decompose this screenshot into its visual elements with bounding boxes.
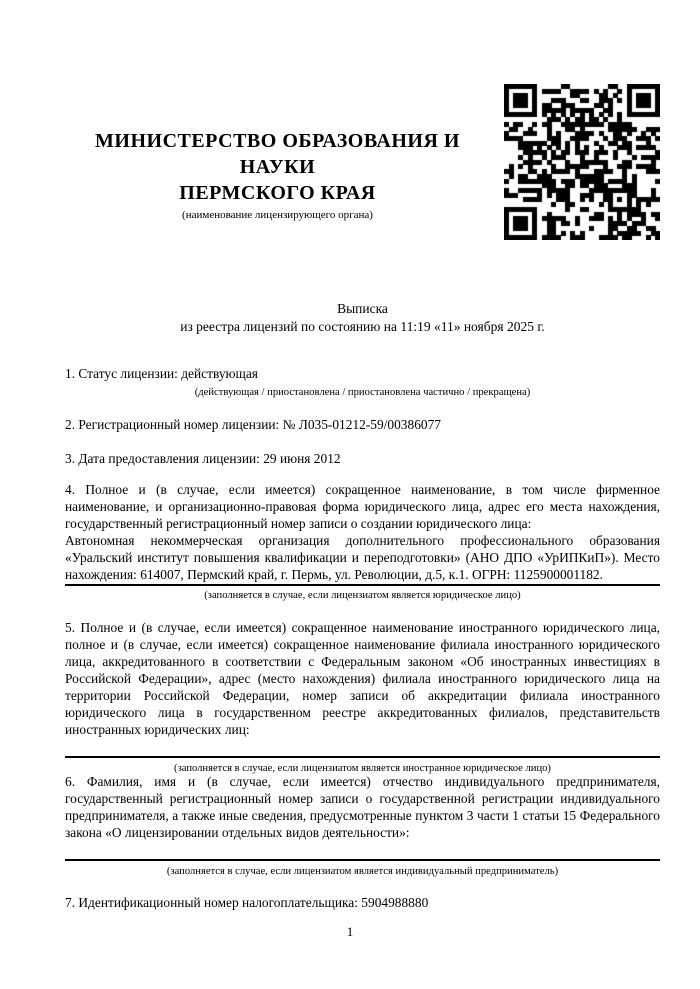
section-taxpayer-number	[65, 894, 660, 911]
legal-entity-label: 4. Полное и (в случае, если имеется) сокращенное наименование, в том числе фирменное наименование, и организационно-правовая форма юридического лица, адрес его места нахождения, государственный регистрационный номер записи о создании юридического лица:	[65, 482, 660, 531]
document-title	[65, 300, 660, 335]
individual-entrepreneur-caption: (заполняется в случае, если лицензиатом является индивидуальный предприниматель)	[166, 866, 559, 877]
individual-entrepreneur-blank-line	[65, 859, 660, 861]
licensing-authority-header	[65, 128, 490, 222]
foreign-entity-label: 5. Полное и (в случае, если имеется) сокращенное наименование иностранного юридического лица, полное и (в случае, если имеется) сокращенное наименование филиала иностранного юридического лица, аккредитованного в соответствии с Федеральным законом «Об иностранных инвестициях в Российской Федерации», адрес (место нахождения) филиала иностранного юридического лица на территории Российской Федерации, номер записи об аккредитации филиала иностранного юридического лица в государственном реестре аккредитованных филиалов, представительств иностранных юридических лиц:	[65, 620, 660, 737]
page-number: 1	[346, 924, 354, 939]
license-status-text: 1. Статус лицензии: действующая	[65, 366, 258, 381]
legal-entity-value: Автономная некоммерческая организация дополнительного профессионального образования «Уральский институт повышения квалификации и переподготовки» (АНО ДПО «УрИПКиП»). Место нахождения: 614007, Пермский край, г. Пермь, ул. Революции, д.5, к.1. ОГРН: 1125900001182.	[65, 532, 660, 586]
individual-entrepreneur-label: 6. Фамилия, имя и (в случае, если имеется) отчество индивидуального предпринимателя, государственный регистрационный номер записи о государственной регистрации индивидуального предпринимателя, а также иные сведения, предусмотренные пунктом 3 части 1 статьи 15 Федерального закона «О лицензировании отдельных видов деятельности»:	[65, 774, 660, 840]
taxpayer-number-text: 7. Идентификационный номер налогоплательщика: 5904988880	[65, 895, 429, 910]
section-license-status	[65, 365, 660, 399]
license-status-caption: (действующая / приостановлена / приостановлена частично / прекращена)	[194, 387, 531, 398]
registration-number-text: 2. Регистрационный номер лицензии: № Л035-01212-59/00386077	[65, 417, 441, 432]
section-grant-date	[65, 450, 660, 467]
document-title-line1: Выписка	[337, 301, 388, 316]
legal-entity-caption: (заполняется в случае, если лицензиатом является юридическое лицо)	[204, 590, 521, 601]
qr-code-icon	[504, 84, 660, 240]
section-individual-entrepreneur	[65, 773, 660, 878]
authority-name-line2: ПЕРМСКОГО КРАЯ	[179, 182, 376, 204]
foreign-entity-caption: (заполняется в случае, если лицензиатом является иностранное юридическое лицо)	[174, 763, 551, 774]
grant-date-text: 3. Дата предоставления лицензии: 29 июня 2012	[65, 451, 341, 466]
section-foreign-entity	[65, 619, 660, 775]
authority-name-line1: МИНИСТЕРСТВО ОБРАЗОВАНИЯ И НАУКИ	[95, 130, 460, 178]
foreign-entity-blank-line	[65, 756, 660, 758]
authority-name-caption: (наименование лицензирующего органа)	[182, 209, 373, 221]
section-registration-number	[65, 416, 660, 433]
document-title-line2: из реестра лицензий по состоянию на 11:19 «11» ноября 2025 г.	[180, 318, 545, 334]
section-legal-entity	[65, 481, 660, 602]
